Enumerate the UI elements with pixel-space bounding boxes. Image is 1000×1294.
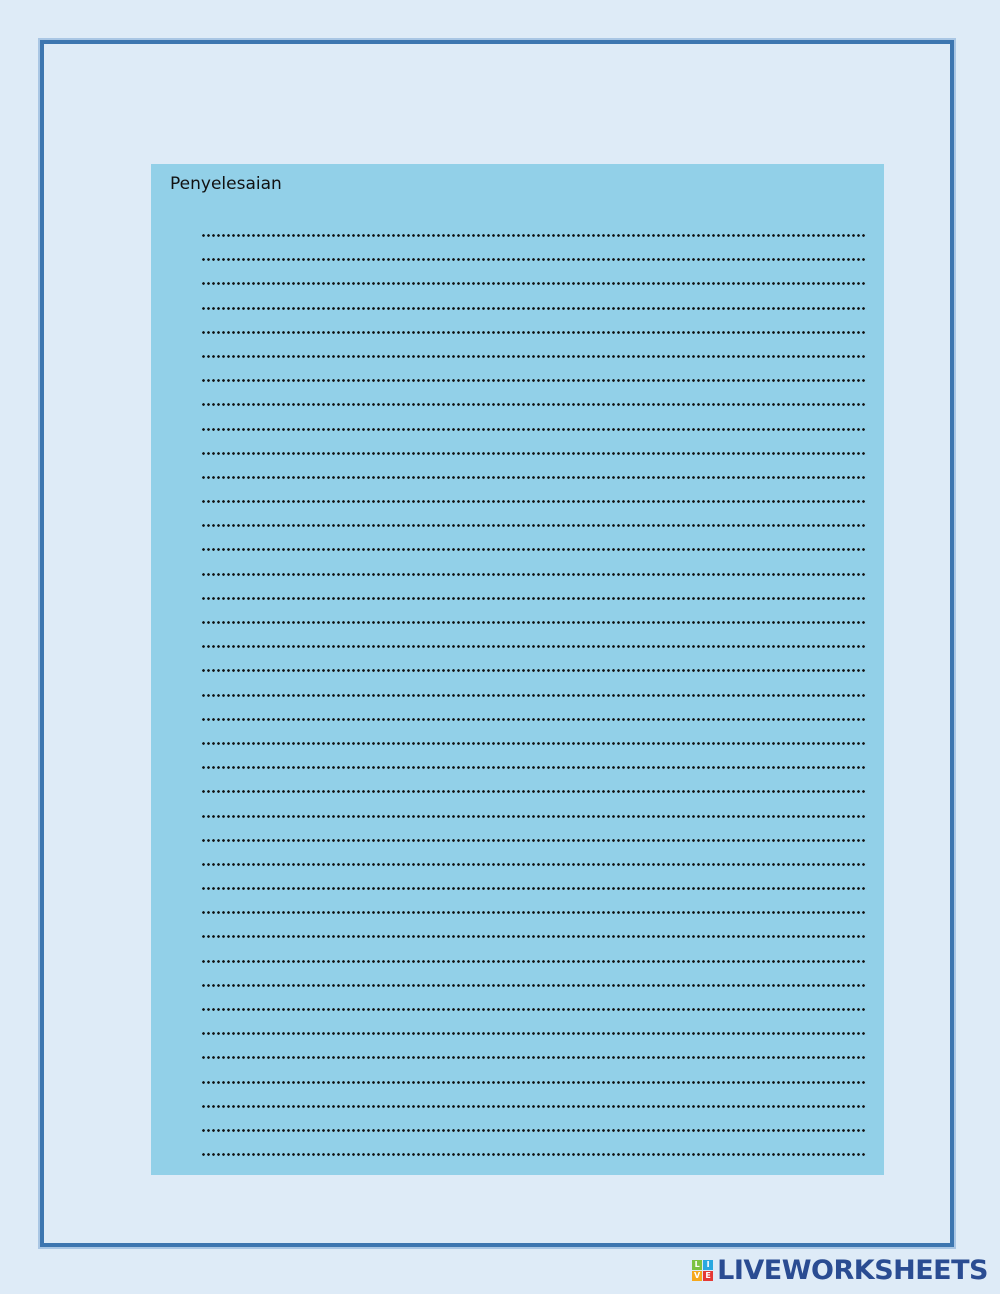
answer-line[interactable]: [201, 952, 866, 976]
answer-title: Penyelesaian: [170, 174, 282, 194]
answer-line[interactable]: [201, 540, 866, 564]
liveworksheets-brand: [692, 1255, 988, 1286]
answer-line[interactable]: [201, 782, 866, 806]
logo-square: L: [692, 1260, 702, 1270]
answer-line[interactable]: [201, 903, 866, 927]
answer-line[interactable]: [201, 420, 866, 444]
answer-line[interactable]: [201, 734, 866, 758]
answer-line[interactable]: [201, 468, 866, 492]
answer-line[interactable]: [201, 589, 866, 613]
answer-line[interactable]: [201, 1048, 866, 1072]
answer-line[interactable]: [201, 492, 866, 516]
answer-line[interactable]: [201, 1145, 866, 1169]
answer-line[interactable]: [201, 1121, 866, 1145]
answer-line[interactable]: [201, 226, 866, 250]
answer-line[interactable]: [201, 250, 866, 274]
answer-line[interactable]: [201, 371, 866, 395]
answer-line[interactable]: [201, 686, 866, 710]
answer-line[interactable]: [201, 299, 866, 323]
answer-line[interactable]: [201, 1024, 866, 1048]
answer-line[interactable]: [201, 1073, 866, 1097]
answer-line[interactable]: [201, 274, 866, 298]
logo-square: E: [703, 1271, 713, 1281]
answer-line[interactable]: [201, 323, 866, 347]
answer-line[interactable]: [201, 1097, 866, 1121]
logo-square: V: [694, 1271, 701, 1280]
answer-line[interactable]: [201, 927, 866, 951]
brand-name: LIVEWORKSHEETS: [717, 1255, 988, 1286]
answer-line[interactable]: [201, 807, 866, 831]
answer-lines[interactable]: [201, 226, 866, 1169]
liveworksheets-logo-icon: [692, 1260, 713, 1281]
answer-line[interactable]: [201, 831, 866, 855]
answer-line[interactable]: [201, 758, 866, 782]
logo-square: I: [703, 1260, 713, 1270]
answer-line[interactable]: [201, 395, 866, 419]
answer-line[interactable]: [201, 976, 866, 1000]
answer-line[interactable]: [201, 516, 866, 540]
answer-line[interactable]: [201, 444, 866, 468]
answer-line[interactable]: [201, 710, 866, 734]
answer-line[interactable]: [201, 613, 866, 637]
answer-box[interactable]: [151, 164, 884, 1175]
answer-line[interactable]: [201, 855, 866, 879]
answer-line[interactable]: [201, 879, 866, 903]
answer-line[interactable]: [201, 637, 866, 661]
answer-line[interactable]: [201, 1000, 866, 1024]
answer-line[interactable]: [201, 661, 866, 685]
answer-line[interactable]: [201, 347, 866, 371]
answer-line[interactable]: [201, 565, 866, 589]
